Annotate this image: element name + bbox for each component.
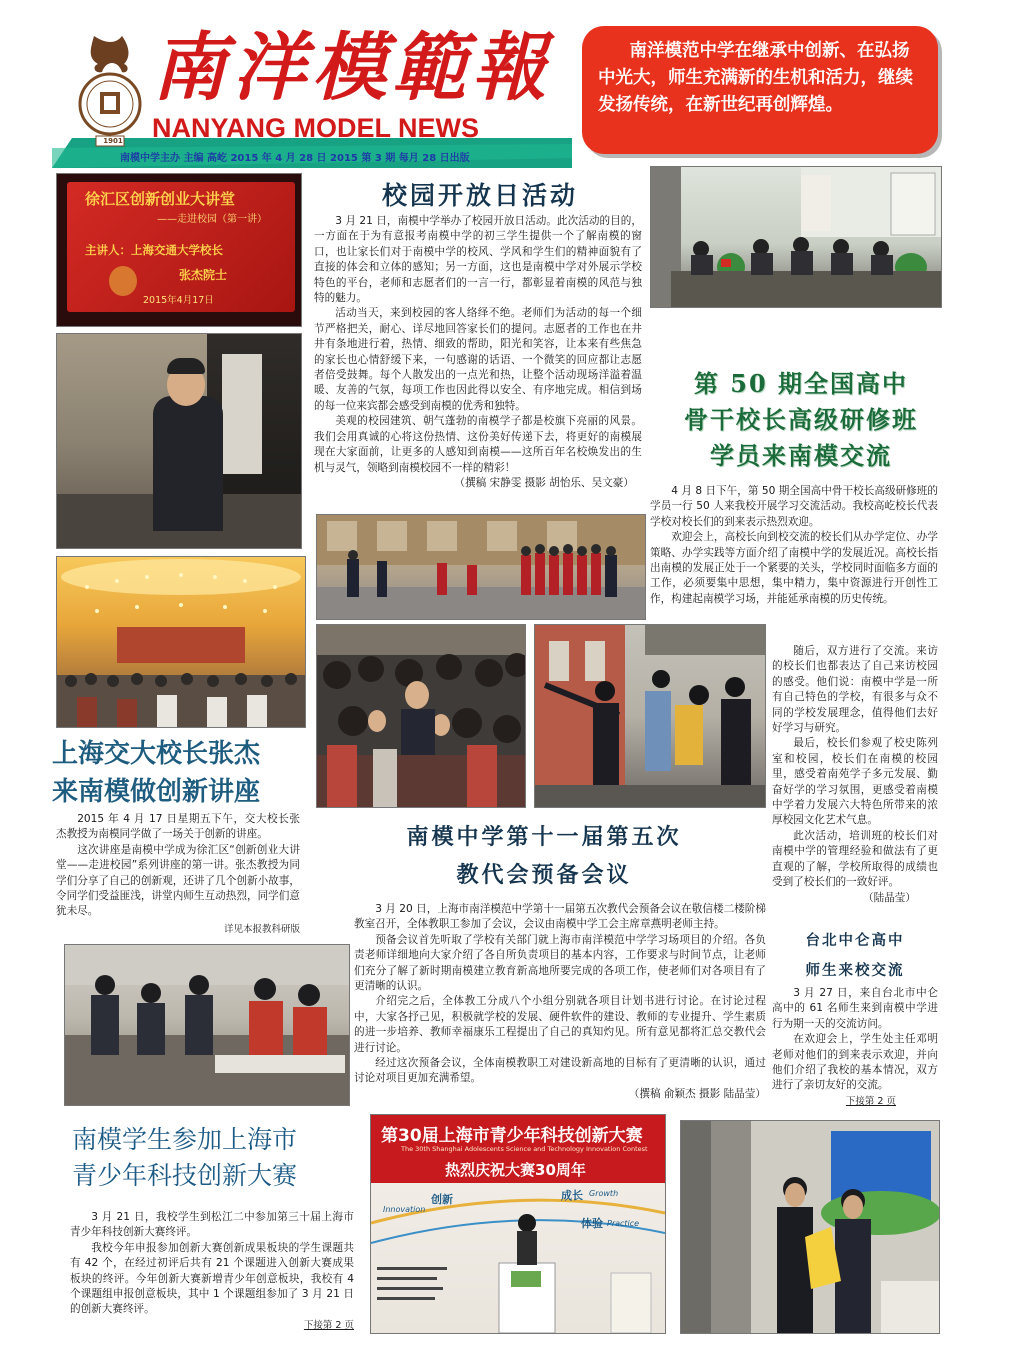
- photo-principals-meeting: [650, 166, 942, 308]
- open-day-paragraph-2: 活动当天，来到校园的客人络绎不绝。老师们为活动的每一个细节严格把关，耐心、详尽地回答家长们的提问。志愿者的工作也在井井有条地进行着，热情、细致的帮助，阳光和笑容，让本来有些焦急的家长也心情舒缓下来，一句感谢的话语、一个微笑的回应都让志愿者倍受鼓舞。每个人散发出的一点光和热，让整个活动现场洋溢着温暖、友善的气氛，每项工作也因此得以安全、有序地完成。相信到场的每一位来宾都会感受到南模的优秀和独特。: [314, 307, 642, 412]
- lecture-paragraph-1: 2015 年 4 月 17 日星期五下午，交大校长张杰教授为南模同学做了一场关于创新的讲座。: [56, 813, 300, 841]
- principals-paragraph-3: 随后，双方进行了交流。来访的校长们也都表达了自己来访校园的感受。他们说：南模中学是一所有自己特色的学校，有很多与众不同的学校发展理念，值得他们去好好学习与研究。: [772, 645, 938, 735]
- banner-word-innovation: 创新: [431, 1193, 453, 1206]
- principals-body-narrow: [772, 644, 938, 906]
- principals-paragraph-4: 最后，校长们参观了校史陈列室和校园，校长们在南模的校园里，感受着南苑学子多元发展、勤奋好学的学习氛围，更感受着南模中学着力发展六大特色所带来的浓厚校园文化艺术气息。: [772, 737, 938, 827]
- banner-celebration: 热烈庆祝大赛30周年: [445, 1161, 586, 1179]
- science-paragraph-2: 我校今年申报参加创新大赛创新成果板块的学生课题共有 42 个，在经过初评后共有 21 个课题进入创新大赛成果板块的终评。今年创新大赛新增青少年创意板块，我校有 4 个课题组申报创意板块，其中 1 个课题组参加了 3 月 21 日的创新大赛终评。: [70, 1241, 354, 1316]
- screen-date: 2015年4月17日: [143, 295, 214, 306]
- banner-subtitle-en: The 30th Shanghai Adolescents Science and Technology Innovation Contest: [401, 1145, 648, 1153]
- slogan-text: 南洋模范中学在继承中创新、在弘扬中光大，师生充满新的生机和活力，继续发扬传统，在新世纪再创辉煌。: [598, 41, 913, 115]
- principals-title-line-2: 骨干校长高级研修班: [684, 405, 918, 434]
- congress-paragraph-3: 介绍完之后，全体教工分成八个小组分别就各项目计划书进行讨论。在讨论过程中，大家各抒己见，积极就学校的发展、硬件软件的建设、教师的专业提升、学生素质的进一步培养、教师幸福康乐工程提出了自己的真知灼见。所有意见都将汇总交教代会进行讨论。: [354, 995, 766, 1054]
- principals-paragraph-1: 4 月 8 日下午，第 50 期全国高中骨干校长高级研修班的学员一行 50 人来我校开展学习交流活动。我校高屹校长代表学校对校长们的到来表示热烈欢迎。: [650, 485, 938, 528]
- congress-title-line-2: 教代会预备会议: [456, 862, 632, 888]
- principals-paragraph-2: 欢迎会上，高校长向到校交流的校长们从办学定位、办学策略、办学实践等方面介绍了南模中学的发展近况。高校长指出南模的发展正处于一个紧要的关头，学校同时面临多方面的工作，必须要集中思想，集中精力，集中资源进行开创性工作，构建起南模学习场，并能延承南模的历史传统。: [650, 531, 938, 605]
- banner-word-innovation-en: Innovation: [383, 1205, 426, 1214]
- banner-word-practice: 体验: [581, 1217, 603, 1230]
- banner-word-practice-en: Practice: [607, 1219, 640, 1228]
- title-principals: [656, 366, 946, 474]
- school-logo: [72, 30, 148, 148]
- newspaper-title-cn: 南洋模範報: [152, 25, 552, 111]
- title-open-day: 校园开放日活动: [381, 181, 578, 210]
- taipei-continue-link[interactable]: 下接第 2 页: [845, 1095, 896, 1107]
- taipei-paragraph-1: 3 月 27 日，来自台北市中仑高中的 61 名师生来到南模中学进行为期一天的交流访问。: [772, 987, 938, 1030]
- slogan-box: [582, 26, 938, 154]
- photo-speaker: [56, 333, 302, 549]
- taipei-paragraph-2: 在欢迎会上，学生处主任邓明老师对他们的到来表示欢迎，并向他们介绍了我校的基本情况，双方进行了亲切友好的交流。: [772, 1033, 938, 1092]
- newspaper-title-en: NANYANG MODEL NEWS: [152, 113, 480, 143]
- photo-volunteers: [316, 514, 646, 620]
- lecture-title-line-1: 上海交大校长张杰: [52, 738, 261, 768]
- logo-year: 1901: [103, 137, 123, 145]
- science-body: [70, 1210, 354, 1333]
- issue-info-line: 南模中学主办 主编 高屹 2015 年 4 月 28 日 2015 第 3 期 每月 28 日出版: [120, 153, 470, 164]
- open-day-body: [314, 214, 642, 491]
- principals-title-line-3: 学员来南模交流: [710, 441, 892, 470]
- taipei-title-line-1: 台北中仑高中: [805, 932, 905, 949]
- science-title-line-1: 南模学生参加上海市: [72, 1126, 298, 1154]
- taipei-body: [772, 986, 938, 1109]
- banner-title: 第30届上海市青少年科技创新大赛: [381, 1126, 643, 1146]
- principals-credit: （陆晶莹）: [863, 891, 916, 904]
- principals-title-line-1: 第 50 期全国高中: [693, 369, 909, 398]
- screen-subtitle: ——走进校园（第一讲）: [157, 214, 267, 225]
- principals-body-wide: [650, 484, 938, 607]
- photo-science-contest: [370, 1114, 666, 1334]
- open-day-credit: （撰稿 宋静雯 摄影 胡怡乐、吴文豪）: [454, 476, 634, 489]
- screen-speaker-name: 张杰院士: [179, 268, 228, 282]
- lecture-title-line-2: 来南模做创新讲座: [52, 776, 261, 806]
- title-congress: [316, 818, 772, 894]
- congress-title-line-1: 南模中学第十一届第五次: [406, 824, 682, 850]
- congress-paragraph-2: 预备会议首先听取了学校有关部门就上海市南洋模范中学学习场项目的介绍。各负责老师详细地向大家介绍了各自所负责项目的基本内容，工作要求与时间节点，让老师们充分了解了新时期南模建立教育新高地所要完成的各项工作，使老师们对各项目有了更清晰的认识。: [354, 933, 766, 993]
- lecture-paragraph-2: 这次讲座是南模中学成为徐汇区“创新创业大讲堂——走进校园”系列讲座的第一讲。张杰教授为同学们分享了自己的创新观，还讲了几个创新小故事，令同学们受益匪浅，讲堂内师生互动热烈，同学们意犹未尽。: [56, 843, 300, 918]
- taipei-title-line-2: 师生来校交流: [805, 962, 905, 979]
- title-taipei: [772, 926, 938, 986]
- congress-paragraph-1: 3 月 20 日，上海市南洋模范中学第十一届第五次教代会预备会议在敬信楼二楼阶梯教室召开，全体教职工参加了会议，会议由南模中学工会主席章燕明老师主持。: [354, 903, 766, 931]
- screen-speaker: 主讲人：上海交通大学校长: [85, 243, 223, 257]
- congress-credit: （撰稿 俞颖杰 摄影 陆晶莹）: [628, 1087, 766, 1100]
- photo-campus-tour: [534, 624, 766, 808]
- masthead: [52, 18, 572, 168]
- open-day-paragraph-1: 3 月 21 日，南模中学举办了校园开放日活动。此次活动的目的，一方面在于为有意报考南模中学的初三学生提供一个了解南模的窗口，也让家长们对于南模中学的校风、学风和学生们的精神面貌有了直接的体会和立体的感知；另一方面，这也是南模中学对外展示学校特色的平台，老师和志愿者们的一言一行，都彰显着南模的风范与独特的魅力。: [314, 215, 642, 305]
- photo-crowd: [316, 624, 526, 808]
- banner-word-growth-en: Growth: [589, 1189, 619, 1198]
- photo-taipei-exchange: [680, 1120, 940, 1334]
- photo-lecture-screen: [56, 173, 302, 327]
- principals-paragraph-5: 此次活动，培训班的校长们对南模中学的管理经验和做法有了更直观的了解，学校所取得的成绩也受到了校长们的一致好评。: [772, 829, 938, 889]
- science-continue-link[interactable]: 下接第 2 页: [303, 1319, 354, 1331]
- science-paragraph-1: 3 月 21 日，我校学生到松江二中参加第三十届上海市青少年科技创新大赛终评。: [70, 1211, 354, 1239]
- lecture-continue-link[interactable]: 详见本报教科研版: [223, 923, 300, 935]
- photo-auditorium: [56, 556, 306, 728]
- banner-word-growth: 成长: [561, 1189, 583, 1202]
- title-lecture: [52, 734, 304, 810]
- title-science: [72, 1122, 362, 1194]
- congress-body: [354, 902, 766, 1102]
- lecture-body: [56, 812, 300, 937]
- science-title-line-2: 青少年科技创新大赛: [72, 1162, 298, 1190]
- photo-teachers-discussion: [64, 944, 350, 1106]
- open-day-paragraph-3: 美观的校园建筑、朝气蓬勃的南模学子都是校旗下亮丽的风景。我们会用真诚的心将这份热情、这份美好传递下去，将更好的南模展现在大家面前，让更多的人感知到南模——这所百年名校焕发出的生机与灵气，领略到南模校园不一样的精彩！: [314, 415, 642, 474]
- congress-paragraph-4: 经过这次预备会议，全体南模教职工对建设新高地的目标有了更清晰的认识，通过讨论对项目更加充满希望。: [354, 1057, 766, 1085]
- screen-title: 徐汇区创新创业大讲堂: [85, 190, 236, 208]
